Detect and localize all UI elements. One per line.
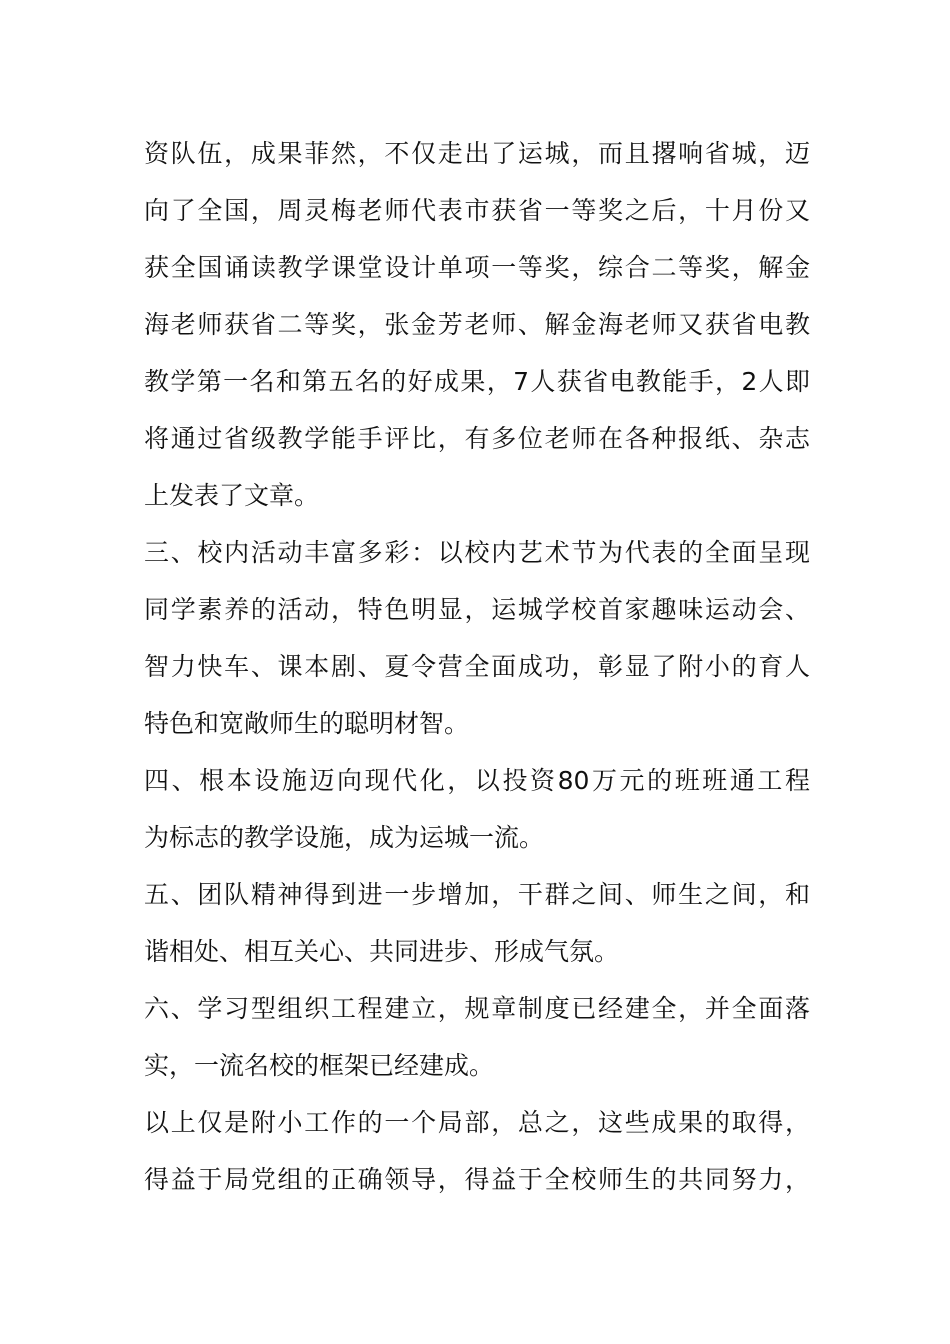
text-line: 教学第一名和第五名的好成果，7人获省电教能手，2人即 [144, 367, 810, 396]
text-line: 谐相处、相互关心、共同进步、形成气氛。 [144, 937, 620, 966]
text-line: 海老师获省二等奖，张金芳老师、解金海老师又获省电教 [144, 310, 810, 339]
text-line: 同学素养的活动，特色明显，运城学校首家趣味运动会、 [144, 595, 810, 624]
text-line: 六、学习型组织工程建立，规章制度已经建全，并全面落 [144, 994, 810, 1023]
text-line: 获全国诵读教学课堂设计单项一等奖，综合二等奖，解金 [144, 253, 810, 282]
text-line: 向了全国，周灵梅老师代表市获省一等奖之后，十月份又 [144, 196, 810, 225]
text-line: 实，一流名校的框架已经建成。 [144, 1051, 495, 1080]
text-line: 为标志的教学设施，成为运城一流。 [144, 823, 545, 852]
text-line: 四、根本设施迈向现代化，以投资80万元的班班通工程 [144, 766, 810, 795]
text-line: 智力快车、课本剧、夏令营全面成功，彰显了附小的育人 [144, 652, 810, 681]
text-line: 得益于局党组的正确领导，得益于全校师生的共同努力， [144, 1165, 810, 1194]
text-line: 以上仅是附小工作的一个局部，总之，这些成果的取得， [144, 1108, 810, 1137]
text-line: 将通过省级教学能手评比，有多位老师在各种报纸、杂志 [144, 424, 810, 453]
text-line: 特色和宽敞师生的聪明材智。 [144, 709, 470, 738]
text-line: 资队伍，成果菲然，不仅走出了运城，而且撂响省城，迈 [144, 139, 810, 168]
text-line: 五、团队精神得到进一步增加，干群之间、师生之间，和 [144, 880, 810, 909]
text-line: 三、校内活动丰富多彩：以校内艺术节为代表的全面呈现 [144, 538, 810, 567]
text-line: 上发表了文章。 [144, 481, 320, 510]
